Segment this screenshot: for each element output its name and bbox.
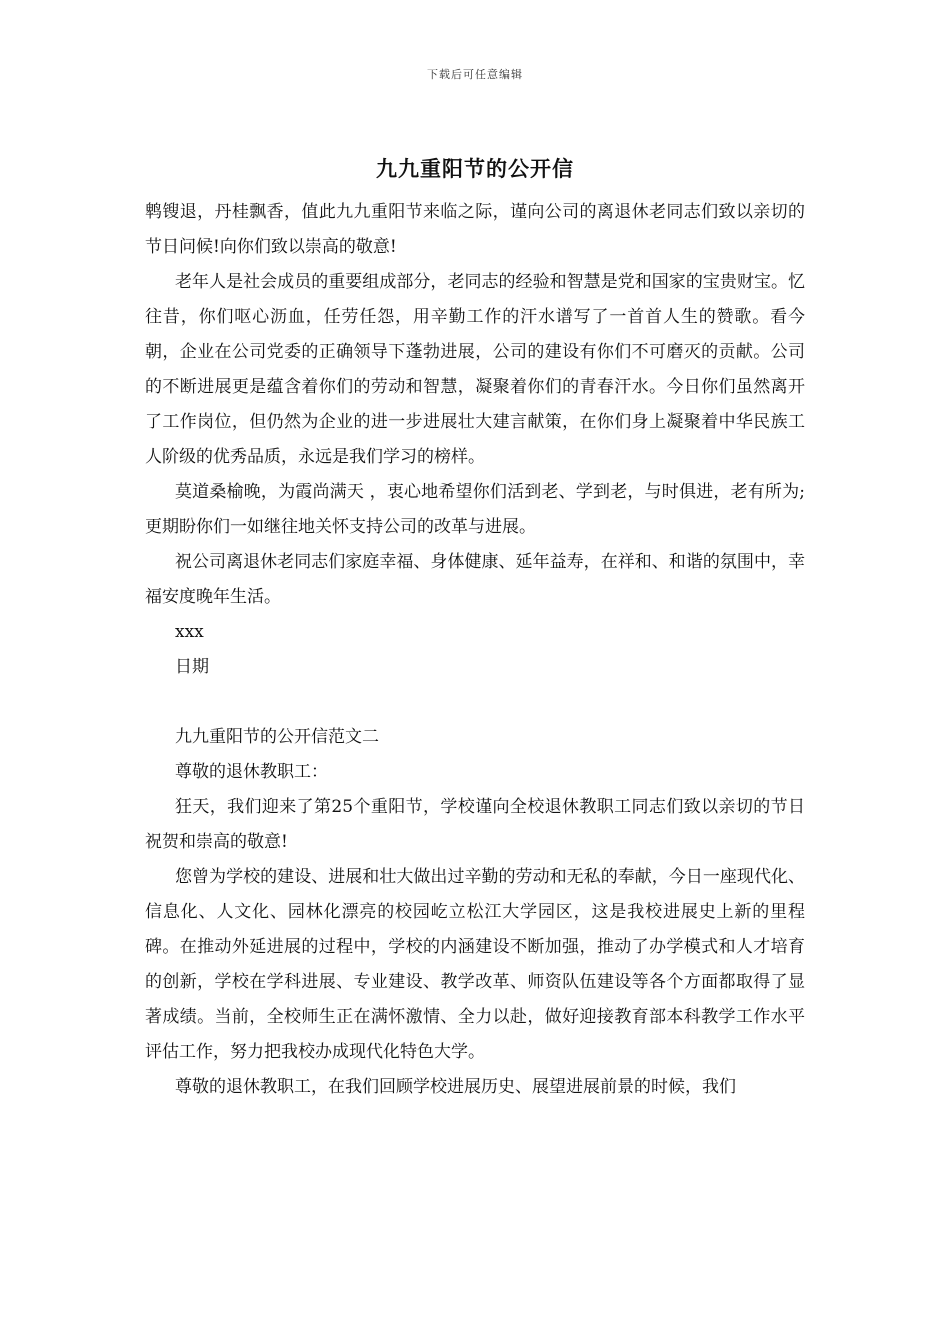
- letter2-paragraph-3: 尊敬的退休教职工，在我们回顾学校进展历史、展望进展前景的时候，我们: [175, 1077, 736, 1097]
- section-spacer: [145, 685, 805, 720]
- letter2-heading: 九九重阳节的公开信范文二: [175, 727, 379, 747]
- letter1-paragraph-2: 莫道桑榆晚，为霞尚满天 ，衷心地希望你们活到老、学到老，与时俱进，老有所为;更期盼你们一如继往地关怀支持公司的改革与进展。: [145, 482, 805, 537]
- letter2-paragraph-1: 狂天，我们迎来了第25个重阳节，学校谨向全校退休教职工同志们致以亲切的节日祝贺和崇高的敬意!: [145, 797, 805, 852]
- letter1-opening: 鹎锼退，丹桂飘香，值此九九重阳节来临之际，谨向公司的离退休老同志们致以亲切的节日问候!向你们致以崇高的敬意!: [145, 202, 805, 257]
- letter1-signature: xxx: [175, 622, 204, 642]
- document-title: 九九重阳节的公开信: [376, 157, 574, 181]
- document-body: [145, 195, 805, 1105]
- letter2-paragraph-2: 您曾为学校的建设、进展和壮大做出过辛勤的劳动和无私的奉献，今日一座现代化、信息化、人文化、园林化漂亮的校园屹立松江大学园区，这是我校进展史上新的里程碑。在推动外延进展的过程中，学校的内涵建设不断加强，推动了办学模式和人才培育的创新，学校在学科进展、专业建设、教学改革、师资队伍建设等各个方面都取得了显著成绩。当前，全校师生正在满怀激情、全力以赴，做好迎接教育部本科教学工作水平评估工作，努力把我校办成现代化特色大学。: [145, 867, 805, 1062]
- header-note: 下载后可任意编辑: [427, 68, 523, 81]
- letter1-paragraph-3: 祝公司离退休老同志们家庭幸福、身体健康、延年益寿，在祥和、和谐的氛围中，幸福安度晚年生活。: [145, 552, 805, 607]
- letter1-paragraph-1: 老年人是社会成员的重要组成部分，老同志的经验和智慧是党和国家的宝贵财宝。忆往昔，你们呕心沥血，任劳任怨，用辛勤工作的汗水谱写了一首首人生的赞歌。看今朝，企业在公司党委的正确领导下蓬勃进展，公司的建设有你们不可磨灭的贡献。公司的不断进展更是蕴含着你们的劳动和智慧，凝聚着你们的青春汗水。今日你们虽然离开了工作岗位，但仍然为企业的进一步进展壮大建言献策，在你们身上凝聚着中华民族工人阶级的优秀品质，永远是我们学习的榜样。: [145, 272, 805, 467]
- letter1-date: 日期: [175, 657, 209, 677]
- letter2-salutation: 尊敬的退休教职工：: [175, 762, 328, 782]
